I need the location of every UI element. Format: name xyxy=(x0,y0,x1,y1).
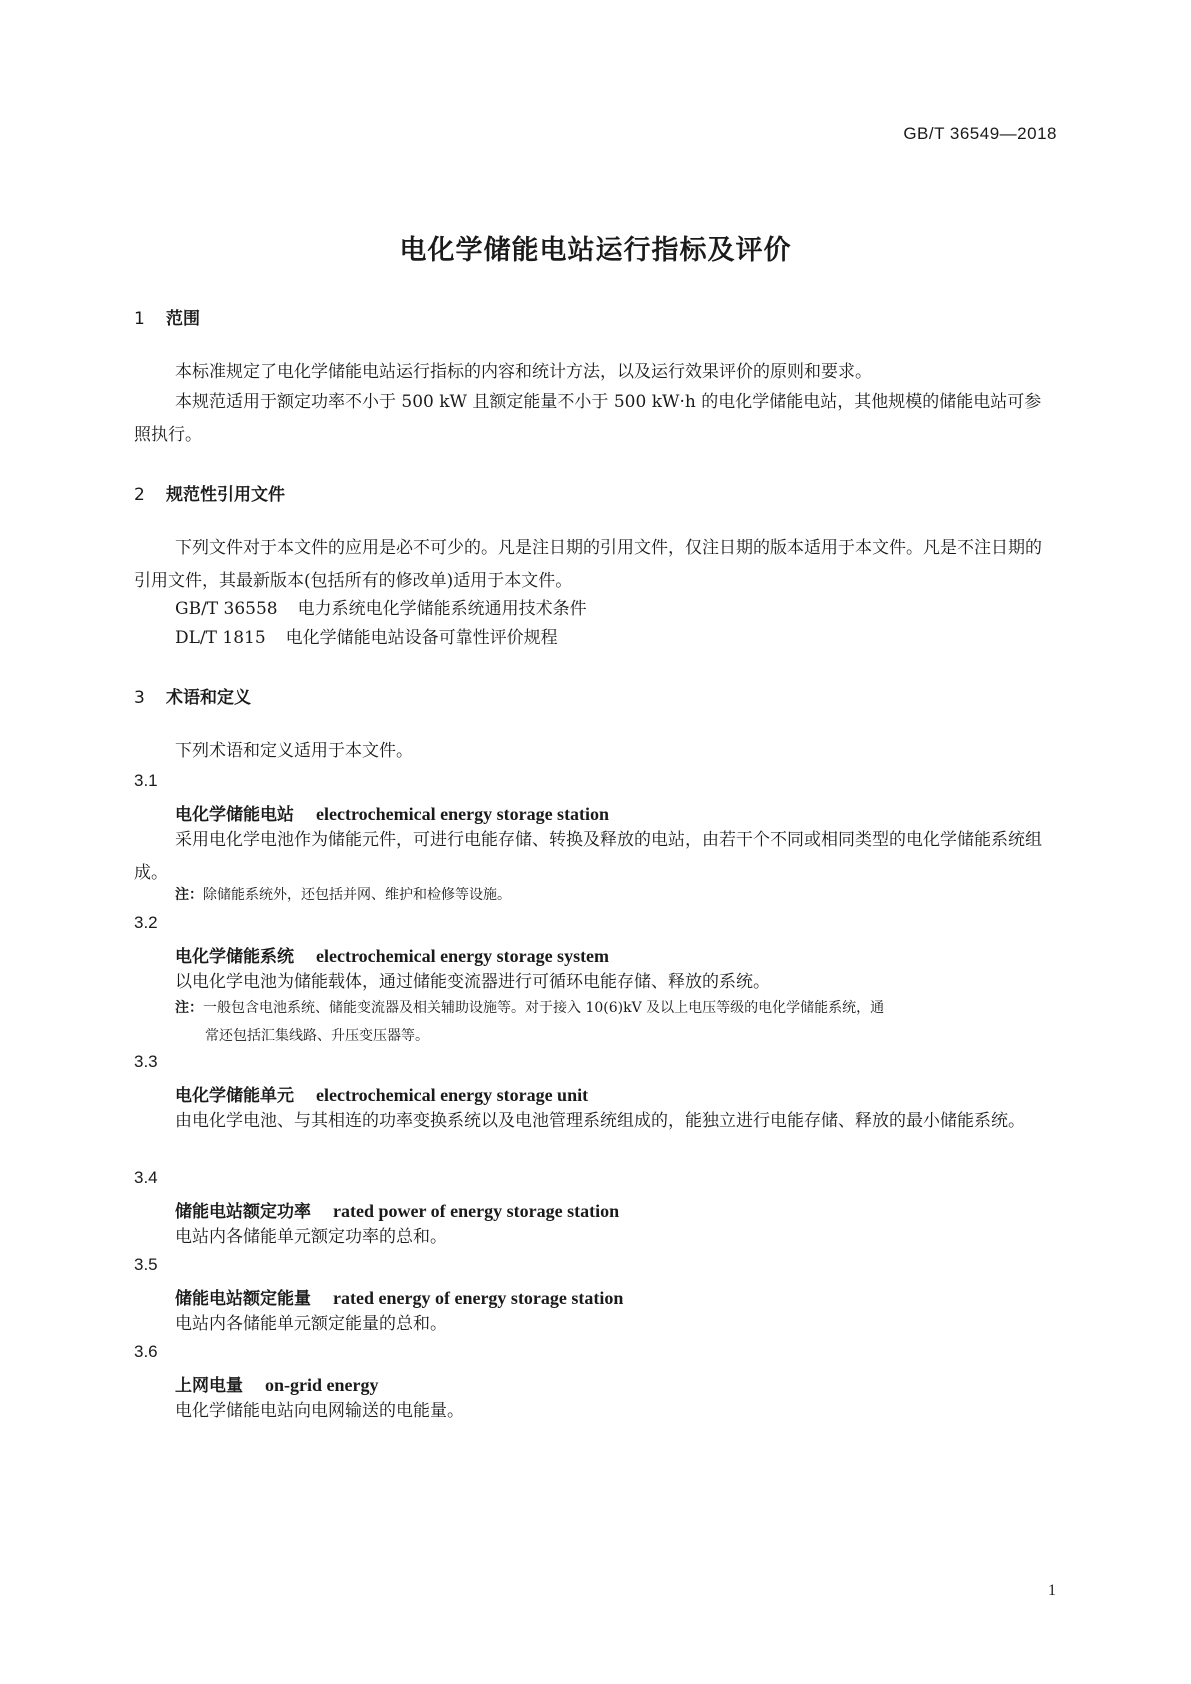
term-name-en: electrochemical energy storage unit xyxy=(316,1085,589,1105)
term-heading xyxy=(175,800,609,825)
term-heading xyxy=(175,1371,378,1396)
section-3-heading xyxy=(134,683,251,708)
normative-reference xyxy=(175,622,558,655)
term-definition: 由电化学电池、与其相连的功率变换系统以及电池管理系统组成的，能独立进行电能存储、释放的最小储能系统。 xyxy=(175,1111,1025,1131)
term-definition: 电站内各储能单元额定能量的总和。 xyxy=(175,1314,447,1334)
term-name-en: electrochemical energy storage system xyxy=(316,946,610,966)
section-title: 规范性引用文件 xyxy=(166,485,285,505)
term-heading xyxy=(175,1284,623,1309)
term-number: 3.6 xyxy=(134,1342,158,1361)
term-definition: 以电化学电池为储能载体，通过储能变流器进行可循环电能存储、释放的系统。 xyxy=(175,972,770,992)
section-number: 3 xyxy=(134,688,145,708)
term-number: 3.2 xyxy=(134,913,158,932)
reference-title: 电力系统电化学储能系统通用技术条件 xyxy=(297,599,587,619)
reference-code: GB/T 36558 xyxy=(175,599,278,619)
term-name-zh: 上网电量 xyxy=(175,1376,243,1396)
term-note xyxy=(175,994,1055,1050)
term-number: 3.4 xyxy=(134,1168,158,1187)
standard-code: GB/T 36549—2018 xyxy=(903,124,1057,143)
note-text: 除储能系统外，还包括并网、维护和检修等设施。 xyxy=(203,887,511,903)
term-name-en: on-grid energy xyxy=(265,1375,379,1395)
term-name-zh: 电化学储能单元 xyxy=(175,1086,294,1106)
term-name-zh: 储能电站额定功率 xyxy=(175,1202,311,1222)
term-name-en: electrochemical energy storage station xyxy=(316,804,610,824)
term-name-en: rated energy of energy storage station xyxy=(333,1288,624,1308)
section-number: 2 xyxy=(134,485,145,505)
note-text-continued: 常还包括汇集线路、升压变压器等。 xyxy=(205,1028,429,1044)
section-2-paragraph: 下列文件对于本文件的应用是必不可少的。凡是注日期的引用文件，仅注日期的版本适用于本文件。凡是不注日期的引用文件，其最新版本(包括所有的修改单)适用于本文件。 xyxy=(134,538,1042,591)
term-definition: 电化学储能电站向电网输送的电能量。 xyxy=(175,1401,464,1421)
document-title: 电化学储能电站运行指标及评价 xyxy=(399,235,792,266)
term-number: 3.1 xyxy=(134,771,158,790)
term-name-zh: 储能电站额定能量 xyxy=(175,1289,311,1309)
term-number: 3.5 xyxy=(134,1255,158,1274)
section-title: 术语和定义 xyxy=(166,688,251,708)
term-note xyxy=(175,881,1055,909)
section-1-paragraph-2: 本规范适用于额定功率不小于 500 kW 且额定能量不小于 500 kW·h 的电化学储能电站，其他规模的储能电站可参照执行。 xyxy=(134,392,1042,445)
term-name-zh: 电化学储能系统 xyxy=(175,947,294,967)
term-heading xyxy=(175,1197,619,1222)
section-title: 范围 xyxy=(166,309,200,329)
section-number: 1 xyxy=(134,309,145,329)
term-definition: 采用电化学电池作为储能元件，可进行电能存储、转换及释放的电站，由若干个不同或相同类型的电化学储能系统组成。 xyxy=(134,830,1042,883)
section-2-heading xyxy=(134,480,285,505)
term-heading xyxy=(175,1081,588,1106)
section-1-paragraph-1: 本标准规定了电化学储能电站运行指标的内容和统计方法，以及运行效果评价的原则和要求。 xyxy=(175,362,872,382)
term-definition: 电站内各储能单元额定功率的总和。 xyxy=(175,1227,447,1247)
section-3-intro: 下列术语和定义适用于本文件。 xyxy=(175,741,413,761)
note-label: 注： xyxy=(175,1000,203,1016)
term-name-en: rated power of energy storage station xyxy=(333,1201,620,1221)
section-1-heading xyxy=(134,304,200,329)
term-heading xyxy=(175,942,609,967)
term-number: 3.3 xyxy=(134,1052,158,1071)
reference-title: 电化学储能电站设备可靠性评价规程 xyxy=(285,628,558,648)
note-label: 注： xyxy=(175,887,203,903)
reference-code: DL/T 1815 xyxy=(175,628,266,648)
page-number: 1 xyxy=(1048,1582,1056,1599)
term-name-zh: 电化学储能电站 xyxy=(175,805,294,825)
note-text: 一般包含电池系统、储能变流器及相关辅助设施等。对于接入 10(6)kV 及以上电压等级的电化学储能系统，通 xyxy=(203,1000,885,1016)
